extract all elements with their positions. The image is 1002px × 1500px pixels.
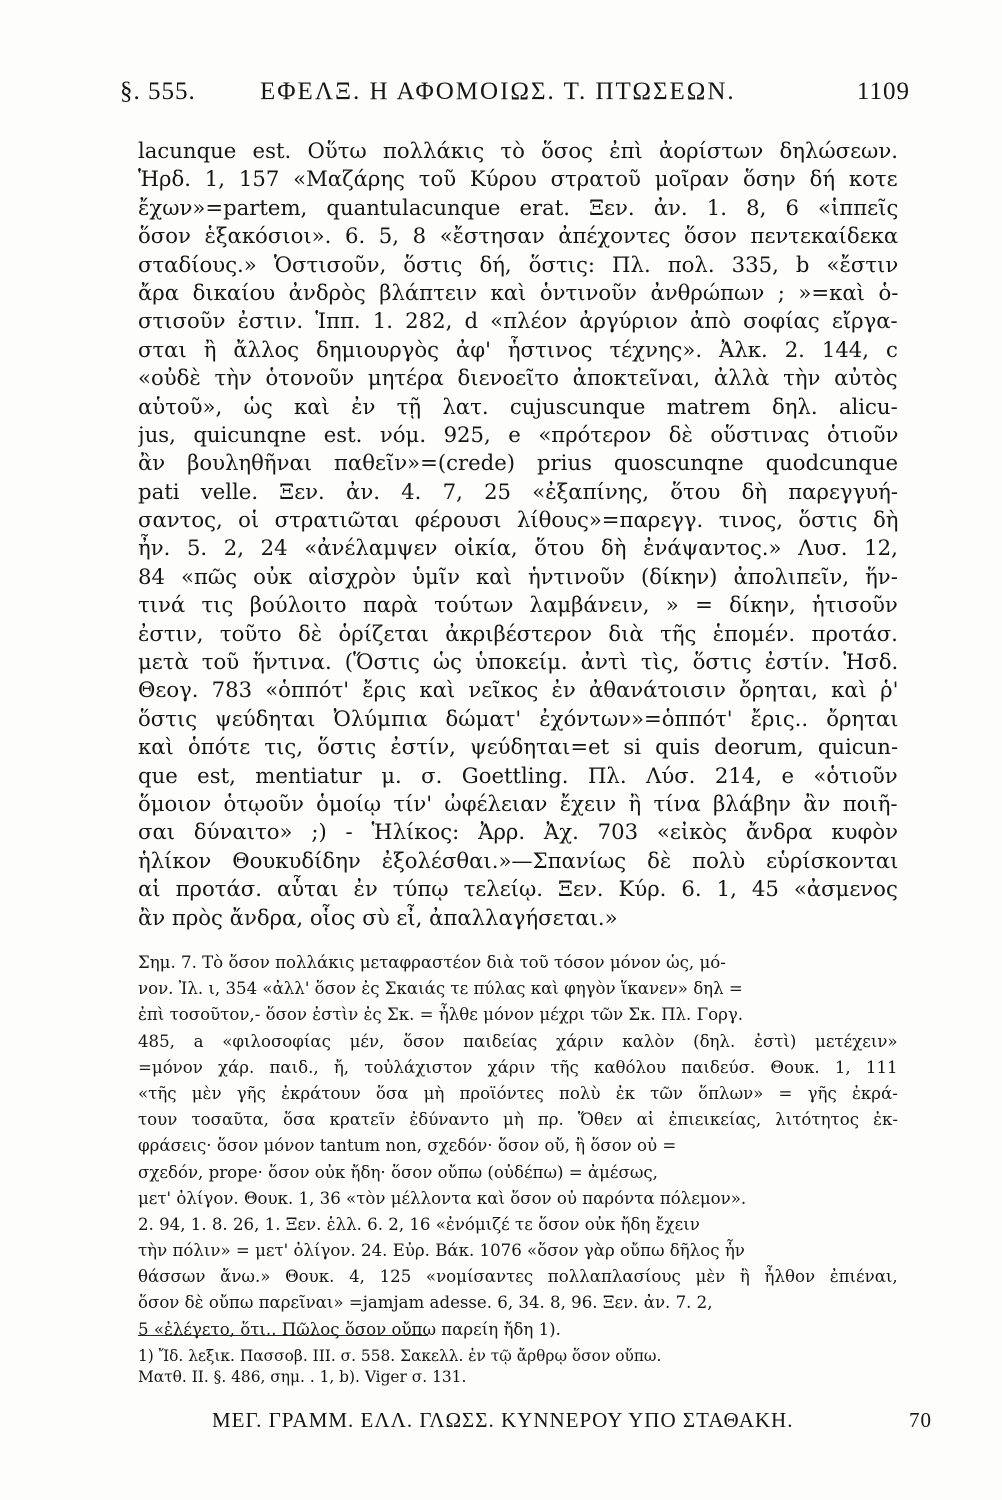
note-paragraph [138, 950, 898, 1343]
note-line: 2. 94, 1. 8. 26, 1. Ξεν. ἑλλ. 6. 2, 16 «ἐνόμιζέ τε ὅσον οὐκ ἤδη ἔχειν [138, 1214, 700, 1234]
note-line: τουν τοσαῦτα, ὅσα κρατεῖν ἐδύναντο μὴ πρ. Ὅθεν αἱ ἐπιεικείας, λιτότητος ἐκ- [138, 1110, 898, 1130]
text-line: αἱ προτάσ. αὗται ἐν τύπῳ τελείῳ. Ξεν. Κύρ. 6. 1, 45 «ἀσμενος [138, 876, 898, 902]
note-line: 485, a «φιλοσοφίας μέν, ὅσον παιδείας χάριν καλὸν (δηλ. ἐστὶ) μετέχειν» [138, 1031, 898, 1051]
text-line: στισοῦν ἐστιν. Ἱππ. 1. 282, d «πλέον ἀργύριον ἀπὸ σοφίας εἴργα- [138, 308, 898, 334]
note-line: φράσεις· ὅσον μόνον tantum non, σχεδόν· ὅσον οὔ, ἢ ὅσον οὐ = [138, 1136, 677, 1156]
note-line: «τῆς μὲν γῆς ἐκράτουν ὅσα μὴ προϊόντες πολὺ ἐκ τῶν ὅπλων» = γῆς ἐκρά- [138, 1083, 898, 1103]
note-line: 5 «ἐλέγετο, ὅτι.. Πῶλος ὅσον οὔπω παρείη ἤδη 1). [138, 1319, 561, 1339]
text-line: αὑτοῦ», ὡς καὶ ἐν τῇ λατ. cujuscunque matrem δηλ. alicu- [138, 393, 898, 419]
printer-signature: ΜΕΓ. ΓΡΑΜΜ. ΕΛΛ. ΓΛΩΣΣ. ΚΥΝΝΕΡΟΥ ΥΠΟ ΣΤΑΘΑΚΗ. [212, 1408, 794, 1432]
text-line: 84 «πῶς οὐκ αἰσχρὸν ὑμῖν καὶ ἡντινοῦν (δίκην) ἀπολιπεῖν, ἥν- [138, 563, 898, 589]
main-text [138, 137, 898, 932]
section-number: §. 555. [120, 78, 196, 105]
text-line: ἂν πρὸς ἄνδρα, οἷος σὺ εἶ, ἀπαλλαγήσεται.» [138, 904, 618, 930]
text-line: σται ἢ ἄλλος δημιουργὸς ἀφ' ἧστινος τέχνης». Ἀλκ. 2. 144, c [138, 336, 898, 362]
footnotes [138, 1346, 898, 1388]
text-line: σαντος, οἱ στρατιῶται φέρουσι λίθους»=παρεγγ. τινος, ὅστις δὴ [138, 507, 898, 533]
text-line: ἐστιν, τοῦτο δὲ ὁρίζεται ἀκριβέστερον διὰ τῆς ἑπομέν. προτάσ. [138, 620, 898, 646]
note-line: θάσσων ἄνω.» Θουκ. 4, 125 «νομίσαντες πολλαπλασίους μὲν ἢ ἦλθον ἐπιέναι, [138, 1267, 898, 1287]
text-line: que est, mentiatur μ. σ. Goettling. Πλ. Λύσ. 214, e «ὁτιοῦν [138, 762, 898, 788]
signature-line [212, 1408, 932, 1440]
text-line: Ἡρδ. 1, 157 «Μαζάρης τοῦ Κύρου στρατοῦ μοῖραν ὅσην δή κοτε [138, 166, 898, 192]
text-line: «οὐδὲ τὴν ὁτονοῦν μητέρα διενοεῖτο ἀποκτεῖναι, ἀλλὰ τὴν αὐτὸς [138, 365, 898, 391]
sheet-number: 70 [909, 1408, 932, 1432]
text-line: ἦν. 5. 2, 24 «ἀνέλαμψεν οἰκία, ὅτου δὴ ἐνάψαντος.» Λυσ. 12, [138, 535, 898, 561]
footnote-line: 1) Ἴδ. λεξικ. Πασσοβ. III. σ. 558. Σακελλ. ἐν τῷ ἄρθρῳ ὅσον οὔπω. [138, 1347, 662, 1365]
text-line: lacunque est. Οὕτω πολλάκις τὸ ὅσος ἐπὶ ἀορίστων δηλώσεων. [138, 138, 898, 163]
text-line: ἄρα δικαίου ἀνδρὸς βλάπτειν καὶ ὁντινοῦν ἀνθρώπων ; »=καὶ ὁ- [138, 279, 898, 305]
text-line: jus, quicunqne est. νόμ. 925, e «πρότερον δὲ οὕστινας ὁτιοῦν [138, 421, 898, 447]
text-line: pati velle. Ξεν. ἀν. 4. 7, 25 «ἐξαπίνης, ὅτου δὴ παρεγγυή- [138, 478, 898, 504]
running-title: ΕΦΕΛΞ. Η ΑΦΟΜΟΙΩΣ. Τ. ΠΤΩΣΕΩΝ. [260, 78, 736, 105]
note-line: ἐπὶ τοσοῦτον,- ὅσον ἐστὶν ἐς Σκ. = ἦλθε μόνον μέχρι τῶν Σκ. Πλ. Γοργ. [138, 1005, 744, 1025]
note-line: σχεδόν, prope· ὅσον οὐκ ἤδη· ὅσον οὔπω (οὐδέπω) = ἀμέσως, [138, 1162, 658, 1182]
text-line: ὅμοιον ὁτῳοῦν ὁμοίῳ τίν' ὠφέλειαν ἔχειν ἢ τίνα βλάβην ἂν ποιῆ- [138, 790, 898, 816]
text-line: ὅσον ἑξακόσιοι». 6. 5, 8 «ἔστησαν ἀπέχοντες ὅσον πεντεκαίδεκα [138, 223, 898, 249]
note-line: =μόνον χάρ. παιδ., ἤ, τοὐλάχιστον χάριν τῆς καθόλου παιδεύσ. Θουκ. 1, 111 [138, 1057, 898, 1077]
text-line: μετὰ τοῦ ἥντινα. (Ὅστις ὡς ὑποκείμ. ἀντὶ τὶς, ὅστις ἐστίν. Ἡσδ. [138, 649, 898, 675]
note-line: τὴν πόλιν» = μετ' ὀλίγον. 24. Εὐρ. Βάκ. 1076 «ὅσον γὰρ οὔπω δῆλος ἦν [138, 1241, 745, 1261]
text-line: σαι δύναιτο» ;) - Ἡλίκος: Ἀρρ. Ἀχ. 703 «εἰκὸς ἄνδρα κυφὸν [138, 819, 898, 845]
note-line: νον. Ἰλ. ι, 354 «ἀλλ' ὅσον ἐς Σκαιάς τε πύλας καὶ φηγὸν ἵκανεν» δηλ = [138, 979, 743, 999]
text-line: σταδίους.» Ὁστισοῦν, ὅστις δή, ὅστις: Πλ. πολ. 335, b «ἔστιν [138, 251, 898, 277]
footnote-line: Ματθ. II. §. 486, σημ. . 1, b). Viger σ. 131. [138, 1368, 467, 1386]
text-line: ὅστις ψεύδηται Ὀλύμπια δώματ' ἐχόντων»=ὁππότ' ἔρις.. ὄρηται [138, 705, 898, 731]
running-header [120, 78, 910, 118]
footnote-rule [138, 1335, 428, 1336]
text-line: ἂν βουληθῆναι παθεῖν»=(crede) prius quoscunqne quodcunque [138, 450, 898, 476]
text-line: Θεογ. 783 «ὁππότ' ἔρις καὶ νεῖκος ἐν ἀθανάτοισιν ὄρηται, καὶ ῥ' [138, 677, 898, 703]
note-line: Σημ. 7. Τὸ ὅσον πολλάκις μεταφραστέον διὰ τοῦ τόσον μόνον ὡς, μό- [138, 953, 726, 972]
text-line: ἡλίκον Θουκυδίδην ἐξολέσθαι.»—Σπανίως δὲ πολὺ εὑρίσκονται [138, 847, 898, 873]
note-line: ὅσον δὲ οὔπω παρεῖναι» =jamjam adesse. 6, 34. 8, 96. Ξεν. ἀν. 7. 2, [138, 1293, 713, 1313]
text-line: τινά τις βούλοιτο παρὰ τούτων λαμβάνειν, » = δίκην, ἡτισοῦν [138, 592, 898, 618]
text-line: καὶ ὁπότε τις, ὅστις ἐστίν, ψεύδηται=et si quis deorum, quicun- [138, 734, 898, 760]
note-line: μετ' ὀλίγον. Θουκ. 1, 36 «τὸν μέλλοντα καὶ ὅσον οὐ παρόντα πόλεμον». [138, 1188, 747, 1208]
page-number: 1109 [856, 78, 910, 105]
text-line: ἔχων»=partem, quantulacunque erat. Ξεν. ἀν. 1. 8, 6 «ἱππεῖς [138, 194, 898, 220]
